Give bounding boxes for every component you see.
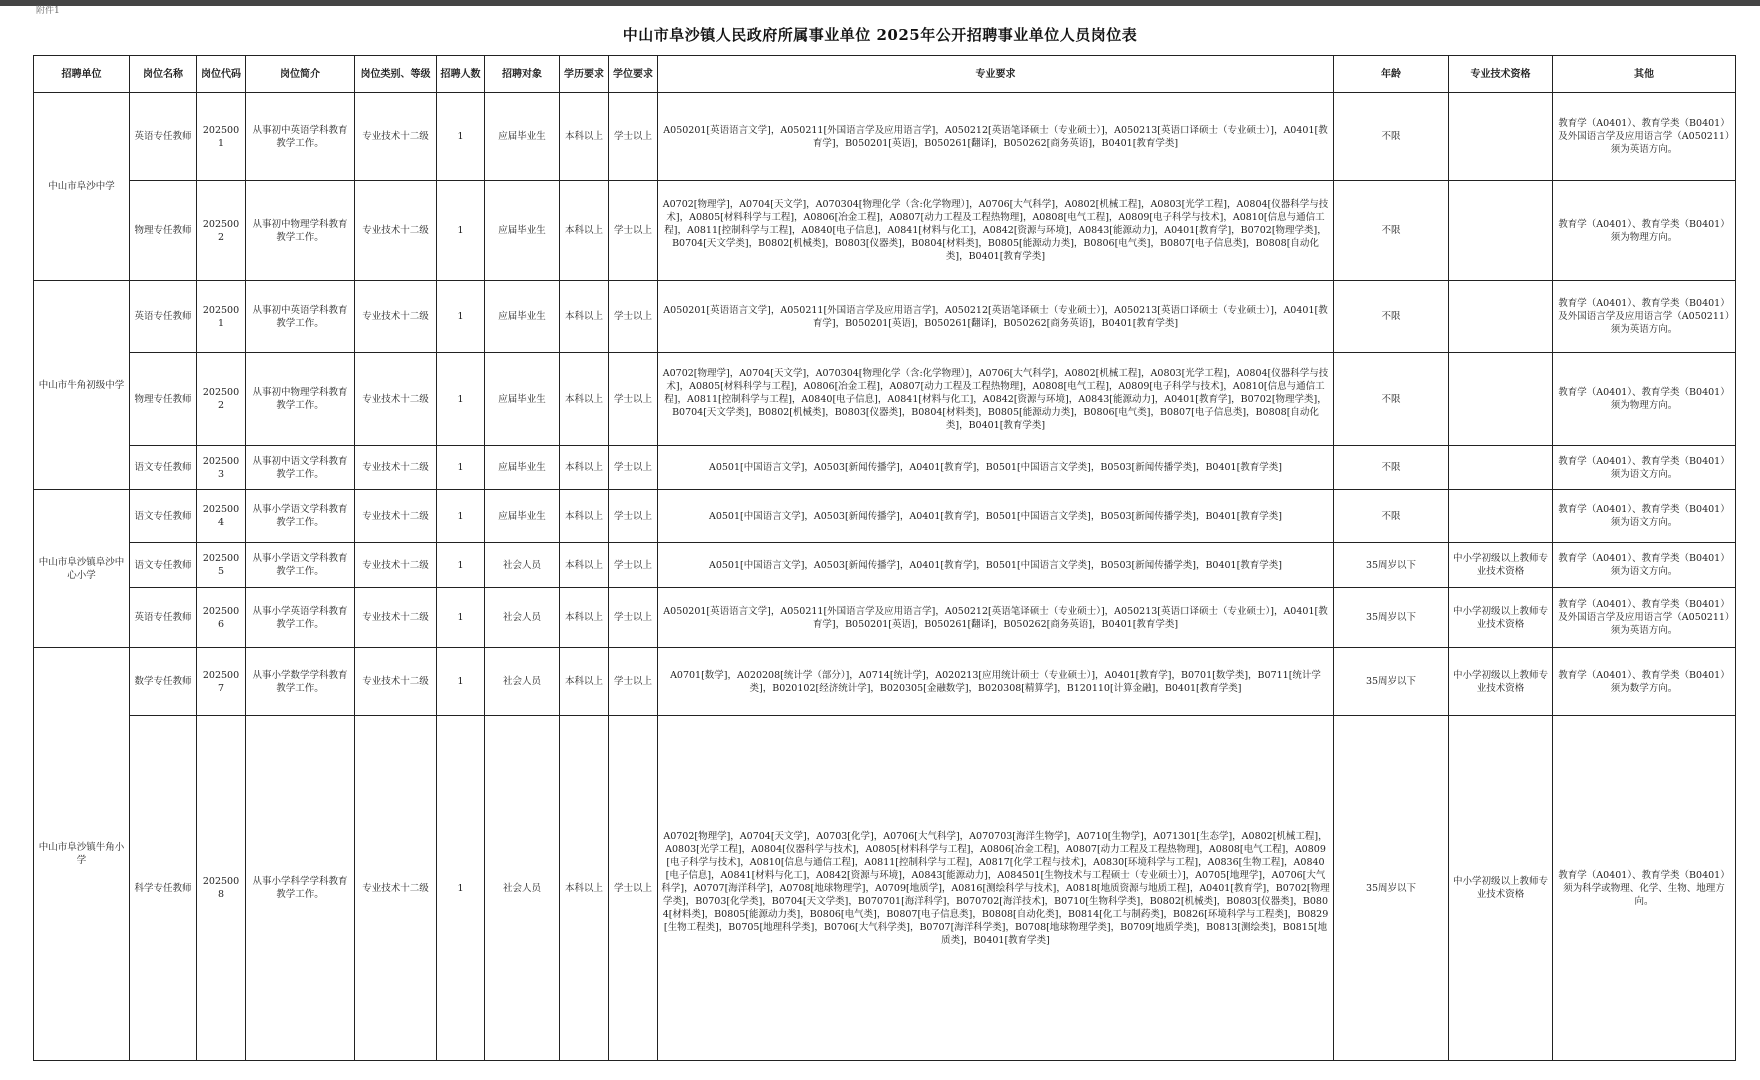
table-row xyxy=(34,490,1736,543)
hire-count-cell: 1 xyxy=(437,543,485,588)
age-cell: 不限 xyxy=(1334,93,1449,181)
header-cell: 岗位简介 xyxy=(246,56,355,93)
table-row xyxy=(34,281,1736,353)
education-cell: 本科以上 xyxy=(560,716,609,1061)
post-code-cell: 2025006 xyxy=(197,588,246,648)
header-cell: 其他 xyxy=(1553,56,1736,93)
post-intro-cell: 从事初中物理学科教育教学工作。 xyxy=(246,181,355,281)
post-category-cell: 专业技术十二级 xyxy=(355,490,437,543)
major-requirement-cell: A0501[中国语言文学]，A0503[新闻传播学]，A0401[教育学]，B0501[中国语言文学类]，B0503[新闻传播学类]，B0401[教育学类] xyxy=(658,490,1334,543)
degree-cell: 学士以上 xyxy=(609,588,658,648)
education-cell: 本科以上 xyxy=(560,281,609,353)
post-name-cell: 语文专任教师 xyxy=(130,446,197,490)
age-cell: 35周岁以下 xyxy=(1334,588,1449,648)
post-name-cell: 英语专任教师 xyxy=(130,588,197,648)
post-name-cell: 英语专任教师 xyxy=(130,281,197,353)
employer-unit-cell: 中山市牛角初级中学 xyxy=(34,281,130,490)
header-cell: 岗位代码 xyxy=(197,56,246,93)
degree-cell: 学士以上 xyxy=(609,353,658,446)
table-row xyxy=(34,93,1736,181)
post-code-cell: 2025001 xyxy=(197,281,246,353)
hire-target-cell: 社会人员 xyxy=(485,716,560,1061)
qualification-cell: 中小学初级以上教师专业技术资格 xyxy=(1449,588,1553,648)
table-row xyxy=(34,543,1736,588)
qualification-cell xyxy=(1449,93,1553,181)
post-intro-cell: 从事小学英语学科教育教学工作。 xyxy=(246,588,355,648)
post-intro-cell: 从事小学数学学科教育教学工作。 xyxy=(246,648,355,716)
degree-cell: 学士以上 xyxy=(609,543,658,588)
post-name-cell: 科学专任教师 xyxy=(130,716,197,1061)
other-requirement-cell: 教育学（A0401）、教育学类（B0401）须为语文方向。 xyxy=(1553,490,1736,543)
post-code-cell: 2025001 xyxy=(197,93,246,181)
post-name-cell: 英语专任教师 xyxy=(130,93,197,181)
hire-count-cell: 1 xyxy=(437,446,485,490)
education-cell: 本科以上 xyxy=(560,648,609,716)
education-cell: 本科以上 xyxy=(560,588,609,648)
post-category-cell: 专业技术十二级 xyxy=(355,353,437,446)
header-cell: 学位要求 xyxy=(609,56,658,93)
hire-target-cell: 社会人员 xyxy=(485,543,560,588)
age-cell: 不限 xyxy=(1334,446,1449,490)
post-intro-cell: 从事小学语文学科教育教学工作。 xyxy=(246,543,355,588)
post-name-cell: 数学专任教师 xyxy=(130,648,197,716)
other-requirement-cell: 教育学（A0401）、教育学类（B0401）须为科学或物理、化学、生物、地理方向。 xyxy=(1553,716,1736,1061)
post-name-cell: 语文专任教师 xyxy=(130,490,197,543)
education-cell: 本科以上 xyxy=(560,181,609,281)
attachment-label: 附件1 xyxy=(36,6,60,16)
hire-count-cell: 1 xyxy=(437,181,485,281)
post-code-cell: 2025002 xyxy=(197,353,246,446)
major-requirement-cell: A0702[物理学]，A0704[天文学]，A0703[化学]，A0706[大气科学]，A070703[海洋生物学]，A0710[生物学]，A071301[生态学]，A0802[机械工程]，A0803[光学工程]，A0804[仪器科学与技术]，A0805[材料科学与工程]，A0806[冶金工程]，A0807[动力工程及工程热物理]，A0808[电气工程]，A0809[电子科学与技术]，A0810[信息与通信工程]，A0811[控制科学与工程]，A0817[化学工程与技术]，A0830[环境科学与工程]，A0836[生物工程]，A0840[电子信息]，A0841[材料与化工]，A0842[资源与环境]，A0843[能源动力]，A084501[生物技术与工程硕士（专业硕士）]，A0705[地理学]，A0706[大气科学]，A0707[海洋科学]，A0708[地球物理学]，A0709[地质学]，A0816[测绘科学与技术]，A0818[地质资源与地质工程]，A0401[教育学]，B0702[物理学类]，B0703[化学类]，B0704[天文学类]，B070701[海洋科学]，B070702[海洋技术]，B0710[生物科学类]，B0802[机械类]，B0803[仪器类]，B0804[材料类]，B0805[能源动力类]，B0806[电气类]，B0807[电子信息类]，B0808[自动化类]，B0814[化工与制药类]，B0826[环境科学与工程类]，B0829[生物工程类]，B0705[地理科学类]，B0706[大气科学类]，B0707[海洋科学类]，B0708[地球物理学类]，B0709[地质学类]，B0813[测绘类]，B0815[地质类]，B0401[教育学类] xyxy=(658,716,1334,1061)
age-cell: 不限 xyxy=(1334,181,1449,281)
header-cell: 岗位名称 xyxy=(130,56,197,93)
education-cell: 本科以上 xyxy=(560,446,609,490)
degree-cell: 学士以上 xyxy=(609,716,658,1061)
post-category-cell: 专业技术十二级 xyxy=(355,281,437,353)
education-cell: 本科以上 xyxy=(560,93,609,181)
post-intro-cell: 从事初中语文学科教育教学工作。 xyxy=(246,446,355,490)
top-bar xyxy=(0,0,1760,6)
other-requirement-cell: 教育学（A0401）、教育学类（B0401）及外国语言学及应用语言学（A050211）须为英语方向。 xyxy=(1553,93,1736,181)
post-intro-cell: 从事小学科学学科教育教学工作。 xyxy=(246,716,355,1061)
header-cell: 招聘对象 xyxy=(485,56,560,93)
hire-target-cell: 应届毕业生 xyxy=(485,353,560,446)
qualification-cell xyxy=(1449,353,1553,446)
age-cell: 不限 xyxy=(1334,490,1449,543)
degree-cell: 学士以上 xyxy=(609,648,658,716)
age-cell: 35周岁以下 xyxy=(1334,543,1449,588)
hire-count-cell: 1 xyxy=(437,281,485,353)
qualification-cell xyxy=(1449,181,1553,281)
post-code-cell: 2025002 xyxy=(197,181,246,281)
post-name-cell: 语文专任教师 xyxy=(130,543,197,588)
header-cell: 招聘单位 xyxy=(34,56,130,93)
age-cell: 35周岁以下 xyxy=(1334,648,1449,716)
post-category-cell: 专业技术十二级 xyxy=(355,181,437,281)
other-requirement-cell: 教育学（A0401）、教育学类（B0401）须为物理方向。 xyxy=(1553,181,1736,281)
major-requirement-cell: A050201[英语语言文学]，A050211[外国语言学及应用语言学]，A050212[英语笔译硕士（专业硕士）]，A050213[英语口译硕士（专业硕士）]，A0401[教育学]，B050201[英语]，B050261[翻译]，B050262[商务英语]，B0401[教育学类] xyxy=(658,93,1334,181)
hire-count-cell: 1 xyxy=(437,353,485,446)
post-name-cell: 物理专任教师 xyxy=(130,353,197,446)
qualification-cell xyxy=(1449,490,1553,543)
employer-unit-cell: 中山市阜沙镇牛角小学 xyxy=(34,648,130,1061)
post-category-cell: 专业技术十二级 xyxy=(355,93,437,181)
education-cell: 本科以上 xyxy=(560,543,609,588)
table-row xyxy=(34,716,1736,1061)
post-name-cell: 物理专任教师 xyxy=(130,181,197,281)
header-cell: 专业技术资格 xyxy=(1449,56,1553,93)
age-cell: 不限 xyxy=(1334,281,1449,353)
qualification-cell xyxy=(1449,446,1553,490)
qualification-cell: 中小学初级以上教师专业技术资格 xyxy=(1449,716,1553,1061)
education-cell: 本科以上 xyxy=(560,490,609,543)
employer-unit-cell: 中山市阜沙中学 xyxy=(34,93,130,281)
qualification-cell: 中小学初级以上教师专业技术资格 xyxy=(1449,543,1553,588)
degree-cell: 学士以上 xyxy=(609,446,658,490)
post-code-cell: 2025005 xyxy=(197,543,246,588)
header-cell: 专业要求 xyxy=(658,56,1334,93)
hire-target-cell: 应届毕业生 xyxy=(485,181,560,281)
page-title: 中山市阜沙镇人民政府所属事业单位 2025年公开招聘事业单位人员岗位表 xyxy=(622,26,1138,44)
hire-target-cell: 社会人员 xyxy=(485,588,560,648)
degree-cell: 学士以上 xyxy=(609,490,658,543)
post-category-cell: 专业技术十二级 xyxy=(355,543,437,588)
table-row xyxy=(34,588,1736,648)
hire-count-cell: 1 xyxy=(437,648,485,716)
hire-count-cell: 1 xyxy=(437,588,485,648)
table-header-row xyxy=(34,56,1736,93)
post-intro-cell: 从事初中英语学科教育教学工作。 xyxy=(246,93,355,181)
post-code-cell: 2025008 xyxy=(197,716,246,1061)
header-cell: 学历要求 xyxy=(560,56,609,93)
qualification-cell: 中小学初级以上教师专业技术资格 xyxy=(1449,648,1553,716)
hire-count-cell: 1 xyxy=(437,490,485,543)
hire-target-cell: 应届毕业生 xyxy=(485,93,560,181)
header-cell: 年龄 xyxy=(1334,56,1449,93)
major-requirement-cell: A050201[英语语言文学]，A050211[外国语言学及应用语言学]，A050212[英语笔译硕士（专业硕士）]，A050213[英语口译硕士（专业硕士）]，A0401[教育学]，B050201[英语]，B050261[翻译]，B050262[商务英语]，B0401[教育学类] xyxy=(658,588,1334,648)
major-requirement-cell: A050201[英语语言文学]，A050211[外国语言学及应用语言学]，A050212[英语笔译硕士（专业硕士）]，A050213[英语口译硕士（专业硕士）]，A0401[教育学]，B050201[英语]，B050261[翻译]，B050262[商务英语]，B0401[教育学类] xyxy=(658,281,1334,353)
age-cell: 不限 xyxy=(1334,353,1449,446)
hire-count-cell: 1 xyxy=(437,716,485,1061)
other-requirement-cell: 教育学（A0401）、教育学类（B0401）须为语文方向。 xyxy=(1553,446,1736,490)
positions-table xyxy=(33,55,1736,1061)
major-requirement-cell: A0702[物理学]，A0704[天文学]，A070304[物理化学（含:化学物理）]，A0706[大气科学]，A0802[机械工程]，A0803[光学工程]，A0804[仪器科学与技术]，A0805[材料科学与工程]，A0806[冶金工程]，A0807[动力工程及工程热物理]，A0808[电气工程]，A0809[电子科学与技术]，A0810[信息与通信工程]，A0811[控制科学与工程]，A0840[电子信息]，A0841[材料与化工]，A0842[资源与环境]，A0843[能源动力]，A0401[教育学]，B0702[物理学类]，B0704[天文学类]，B0802[机械类]，B0803[仪器类]，B0804[材料类]，B0805[能源动力类]，B0806[电气类]，B0807[电子信息类]，B0808[自动化类]，B0401[教育学类] xyxy=(658,353,1334,446)
major-requirement-cell: A0501[中国语言文学]，A0503[新闻传播学]，A0401[教育学]，B0501[中国语言文学类]，B0503[新闻传播学类]，B0401[教育学类] xyxy=(658,446,1334,490)
table-body xyxy=(34,93,1736,1061)
other-requirement-cell: 教育学（A0401）、教育学类（B0401）及外国语言学及应用语言学（A050211）须为英语方向。 xyxy=(1553,281,1736,353)
header-cell: 招聘人数 xyxy=(437,56,485,93)
header-cell: 岗位类别、等级 xyxy=(355,56,437,93)
hire-target-cell: 应届毕业生 xyxy=(485,281,560,353)
degree-cell: 学士以上 xyxy=(609,181,658,281)
other-requirement-cell: 教育学（A0401）、教育学类（B0401）须为物理方向。 xyxy=(1553,353,1736,446)
post-category-cell: 专业技术十二级 xyxy=(355,648,437,716)
table-row xyxy=(34,446,1736,490)
post-intro-cell: 从事小学语文学科教育教学工作。 xyxy=(246,490,355,543)
education-cell: 本科以上 xyxy=(560,353,609,446)
table-row xyxy=(34,181,1736,281)
table-row xyxy=(34,353,1736,446)
hire-target-cell: 应届毕业生 xyxy=(485,446,560,490)
hire-target-cell: 应届毕业生 xyxy=(485,490,560,543)
employer-unit-cell: 中山市阜沙镇阜沙中心小学 xyxy=(34,490,130,648)
post-category-cell: 专业技术十二级 xyxy=(355,446,437,490)
post-code-cell: 2025004 xyxy=(197,490,246,543)
degree-cell: 学士以上 xyxy=(609,93,658,181)
post-intro-cell: 从事初中英语学科教育教学工作。 xyxy=(246,281,355,353)
hire-target-cell: 社会人员 xyxy=(485,648,560,716)
other-requirement-cell: 教育学（A0401）、教育学类（B0401）须为语文方向。 xyxy=(1553,543,1736,588)
major-requirement-cell: A0701[数学]，A020208[统计学（部分）]，A0714[统计学]，A020213[应用统计硕士（专业硕士）]，A0401[教育学]，B0701[数学类]，B0711[统计学类]，B020102[经济统计学]，B020305[金融数学]，B020308[精算学]，B120110[计算金融]，B0401[教育学类] xyxy=(658,648,1334,716)
qualification-cell xyxy=(1449,281,1553,353)
major-requirement-cell: A0702[物理学]，A0704[天文学]，A070304[物理化学（含:化学物理）]，A0706[大气科学]，A0802[机械工程]，A0803[光学工程]，A0804[仪器科学与技术]，A0805[材料科学与工程]，A0806[冶金工程]，A0807[动力工程及工程热物理]，A0808[电气工程]，A0809[电子科学与技术]，A0810[信息与通信工程]，A0811[控制科学与工程]，A0840[电子信息]，A0841[材料与化工]，A0842[资源与环境]，A0843[能源动力]，A0401[教育学]，B0702[物理学类]，B0704[天文学类]，B0802[机械类]，B0803[仪器类]，B0804[材料类]，B0805[能源动力类]，B0806[电气类]，B0807[电子信息类]，B0808[自动化类]，B0401[教育学类] xyxy=(658,181,1334,281)
major-requirement-cell: A0501[中国语言文学]，A0503[新闻传播学]，A0401[教育学]，B0501[中国语言文学类]，B0503[新闻传播学类]，B0401[教育学类] xyxy=(658,543,1334,588)
hire-count-cell: 1 xyxy=(437,93,485,181)
age-cell: 35周岁以下 xyxy=(1334,716,1449,1061)
degree-cell: 学士以上 xyxy=(609,281,658,353)
post-category-cell: 专业技术十二级 xyxy=(355,716,437,1061)
post-code-cell: 2025007 xyxy=(197,648,246,716)
table-row xyxy=(34,648,1736,716)
post-intro-cell: 从事初中物理学科教育教学工作。 xyxy=(246,353,355,446)
post-code-cell: 2025003 xyxy=(197,446,246,490)
other-requirement-cell: 教育学（A0401）、教育学类（B0401）须为数学方向。 xyxy=(1553,648,1736,716)
other-requirement-cell: 教育学（A0401）、教育学类（B0401）及外国语言学及应用语言学（A050211）须为英语方向。 xyxy=(1553,588,1736,648)
post-category-cell: 专业技术十二级 xyxy=(355,588,437,648)
